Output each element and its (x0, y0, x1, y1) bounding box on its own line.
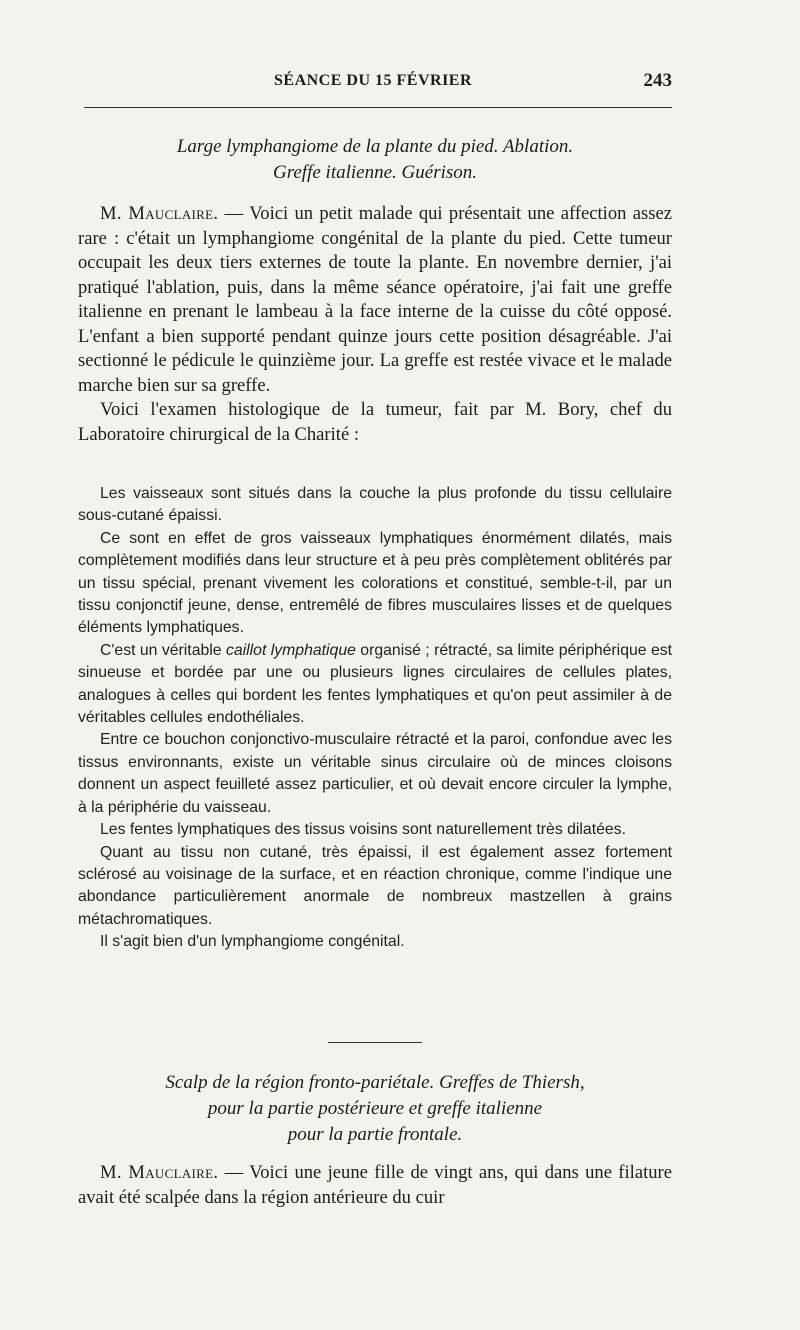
section-separator (328, 1042, 422, 1043)
section-2-paragraph-1: M. Mauclaire. — Voici une jeune fille de vingt ans, qui dans une filature avait été scalpée dans la région antérieure du cuir (78, 1162, 672, 1208)
report-paragraph-1: Les vaisseaux sont situés dans la couche la plus profonde du tissu cellulaire sous-cutané épaissi. (78, 485, 672, 525)
report-paragraph-6: Quant au tissu non cutané, très épaissi, il est également assez fortement sclérosé au voisinage de la surface, et en réaction chronique, comme l'indique une abondance particulièrement anormale de nombreux mastzellen à grains métachromatiques. (78, 843, 672, 928)
section-1-paragraph-2: Voici l'examen histologique de la tumeur, fait par M. Bory, chef du Laboratoire chirurgical de la Charité : (78, 399, 672, 445)
section-1-title-line-1: Large lymphangiome de la plante du pied. Ablation. (176, 136, 574, 157)
section-2-title (78, 1070, 672, 1148)
speaker-name: M. Mauclaire. (100, 203, 219, 224)
header-rule (84, 107, 672, 108)
report-paragraph-2: Ce sont en effet de gros vaisseaux lymphatiques énormément dilatés, mais complètement modifiés dans leur structure et à peu près complètement oblitérés par un tissu spécial, prenant vivement les colorations et constitué, semble-t-il, par un tissu conjonctif jeune, dense, entremêlé de fibres musculaires lisses et de quelques éléments lymphatiques. (78, 529, 672, 637)
section-1-body (78, 202, 672, 447)
section-2-title-line-1: Scalp de la région fronto-pariétale. Greffes de Thiersh, (165, 1072, 585, 1093)
section-1-paragraph-1: M. Mauclaire. — Voici un petit malade qui présentait une affection assez rare : c'était un lymphangiome congénital de la plante du pied. Cette tumeur occupait les deux tiers externes de toute la plante. En novembre dernier, j'ai pratiqué l'ablation, puis, dans la même séance opératoire, j'ai fait une greffe italienne en prenant le lambeau à la face interne de la cuisse du côté opposé. L'enfant a bien supporté pendant quinze jours cette position désagréable. J'ai sectionné le pédicule le quinzième jour. La greffe est restée vivace et le malade marche bien sur sa greffe. (78, 203, 672, 396)
emphasis-caillot: caillot lymphatique (225, 641, 356, 659)
section-2-title-line-3: pour la partie frontale. (287, 1124, 463, 1145)
speaker-name-2: M. Mauclaire. (100, 1162, 219, 1183)
section-1-title (78, 134, 672, 186)
histology-report (78, 483, 672, 954)
page-header (78, 70, 672, 96)
page-number: 243 (643, 70, 672, 91)
report-paragraph-7: Il s'agit bien d'un lymphangiome congénital. (100, 933, 405, 951)
report-paragraph-5: Les fentes lymphatiques des tissus voisins sont naturellement très dilatées. (100, 821, 626, 839)
running-title: SÉANCE DU 15 FÉVRIER (274, 72, 473, 89)
section-2-title-line-2: pour la partie postérieure et greffe italienne (207, 1098, 543, 1119)
section-1-title-line-2: Greffe italienne. Guérison. (272, 162, 478, 183)
report-paragraph-4: Entre ce bouchon conjonctivo-musculaire rétracté et la paroi, confondue avec les tissus environnants, existe un véritable sinus circulaire où de minces cloisons donnent un aspect feuilleté assez particulier, et où devait encore circuler la lymphe, à la périphérie du vaisseau. (78, 731, 672, 816)
report-paragraph-3: C'est un véritable caillot lymphatique organisé ; rétracté, sa limite périphérique est sinueuse et bordée par une ou plusieurs lignes circulaires de cellules plates, analogues à celles qui bordent les fentes lymphatiques et qu'on peut assimiler à de véritables cellules endothéliales. (78, 641, 673, 727)
section-2-body (78, 1161, 672, 1210)
